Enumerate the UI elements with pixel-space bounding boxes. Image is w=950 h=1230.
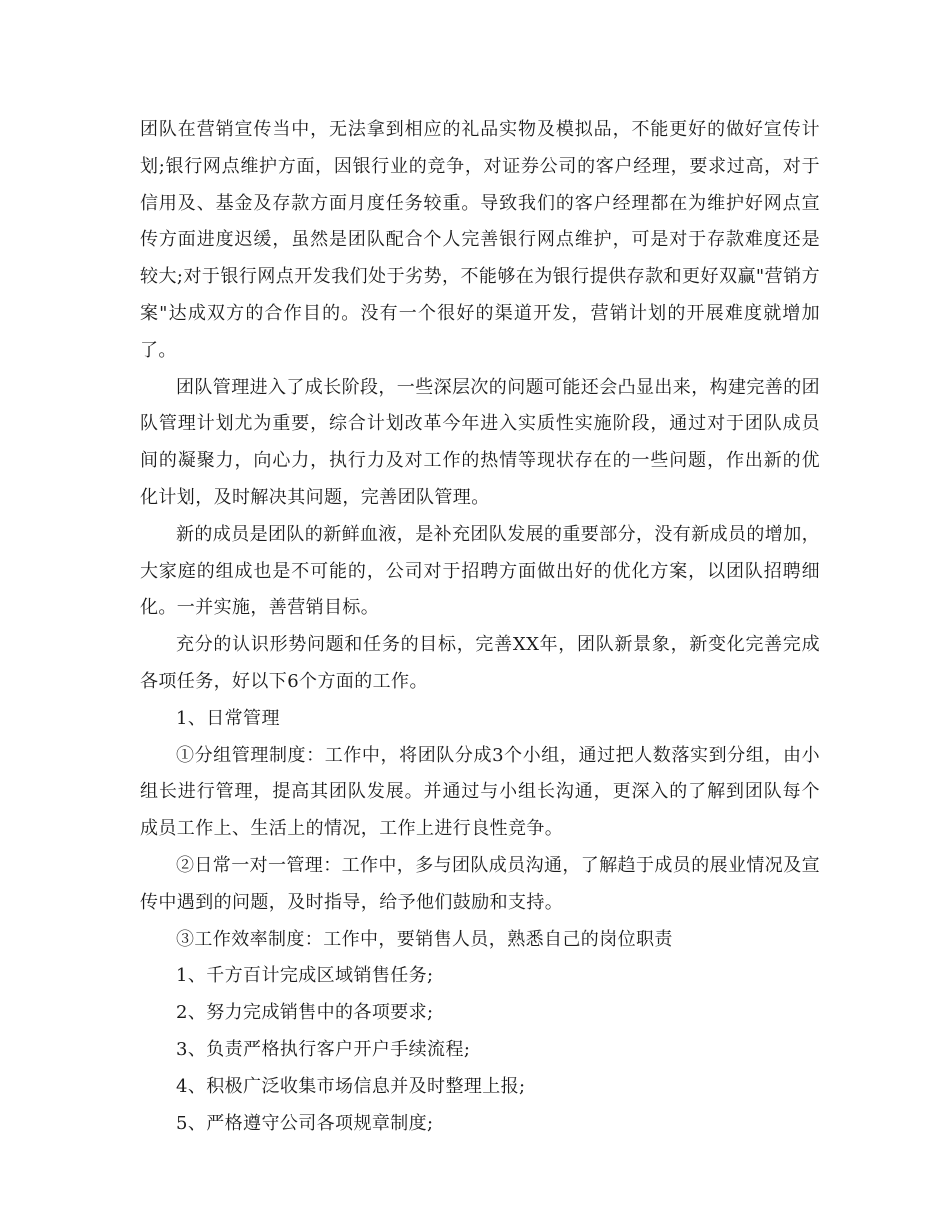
paragraph-1: 团队在营销宣传当中，无法拿到相应的礼品实物及模拟品，不能更好的做好宣传计划;银行网点维护方面，因银行业的竞争，对证券公司的客户经理，要求过高，对于信用及、基金及存款方面月度任务较重。导致我们的客户经理都在为维护好网点宣传方面进度迟缓，虽然是团队配合个人完善银行网点维护，可是对于存款难度还是较大;对于银行网点开发我们处于劣势，不能够在为银行提供存款和更好双赢"营销方案"达成双方的合作目的。没有一个很好的渠道开发，营销计划的开展难度就增加了。 [140,119,820,361]
section-heading-daily-management: 1、日常管理 [176,707,280,729]
list-item: 1、千方百计完成区域销售任务; [176,965,434,987]
paragraph-3: 新的成员是团队的新鲜血液，是补充团队发展的重要部分，没有新成员的增加，大家庭的组成也是不可能的，公司对于招聘方面做出好的优化方案，以团队招聘细化。一并实施，善营销目标。 [140,523,820,619]
document-page [140,112,820,1142]
list-item: 3、负责严格执行客户开户手续流程; [176,1038,471,1060]
list-item: 2、努力完成销售中的各项要求; [176,1002,434,1024]
paragraph-group-management: ①分组管理制度：工作中，将团队分成3个小组，通过把人数落实到分组，由小组长进行管理，提高其团队发展。并通过与小组长沟通，更深入的了解到团队每个成员工作上、生活上的情况，工作上进行良性竞争。 [140,744,820,840]
list-item: 4、积极广泛收集市场信息并及时整理上报; [176,1075,526,1097]
list-item: 5、严格遵守公司各项规章制度; [176,1112,434,1134]
paragraph-one-on-one: ②日常一对一管理：工作中，多与团队成员沟通，了解趋于成员的展业情况及宣传中遇到的问题，及时指导，给予他们鼓励和支持。 [140,854,820,913]
paragraph-efficiency: ③工作效率制度：工作中，要销售人员，熟悉自己的岗位职责 [176,928,673,950]
paragraph-2: 团队管理进入了成长阶段，一些深层次的问题可能还会凸显出来，构建完善的团队管理计划尤为重要，综合计划改革今年进入实质性实施阶段，通过对于团队成员间的凝聚力，向心力，执行力及对工作的热情等现状存在的一些问题，作出新的优化计划，及时解决其问题，完善团队管理。 [140,376,820,508]
paragraph-4: 充分的认识形势问题和任务的目标，完善XX年，团队新景象，新变化完善完成各项任务，好以下6个方面的工作。 [140,634,820,692]
